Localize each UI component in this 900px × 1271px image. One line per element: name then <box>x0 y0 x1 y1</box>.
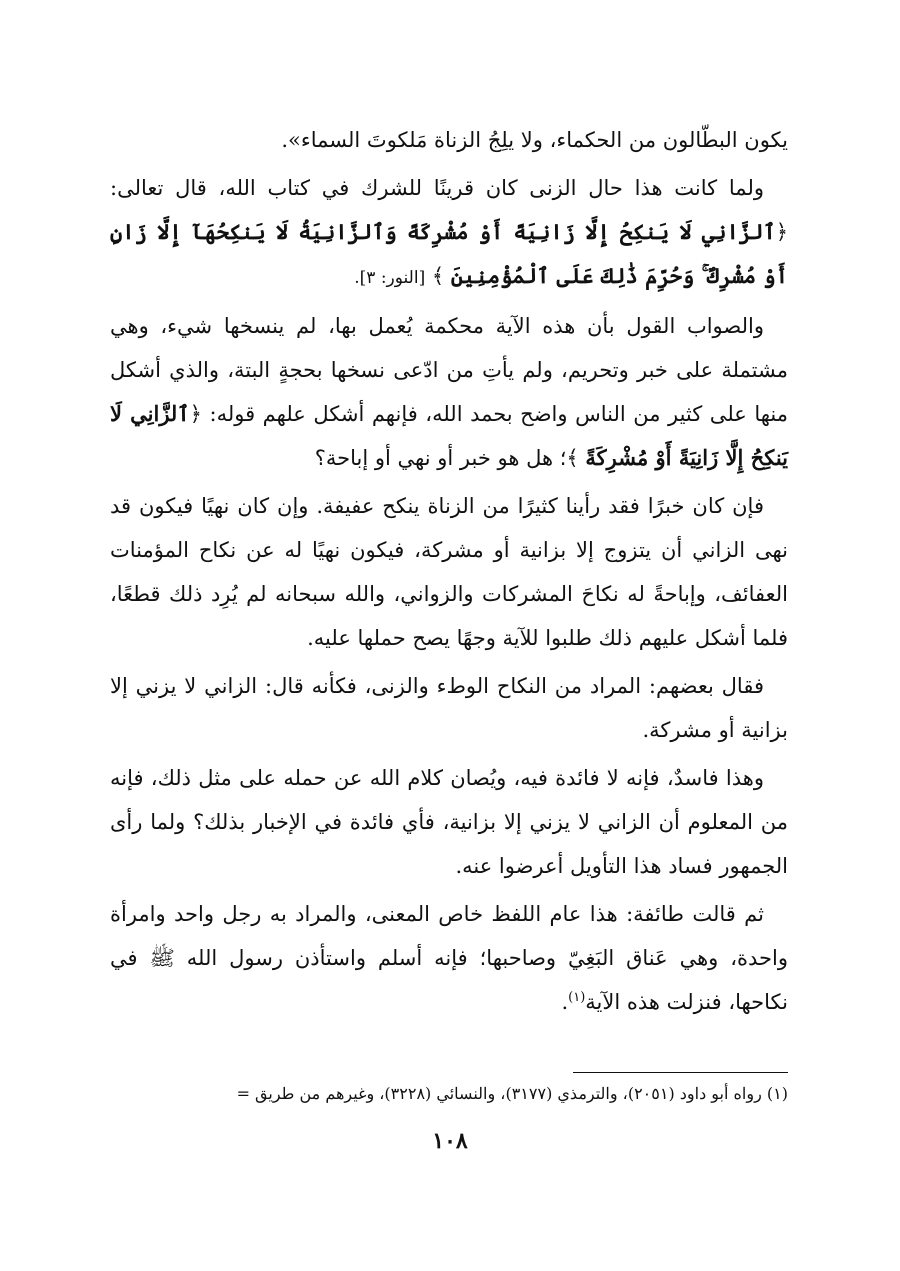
paragraph-text: والصواب القول بأن هذه الآية محكمة يُعمل بها، لم ينسخها شيء، وهي مشتملة على خبر وتحريم، ولم يأتِ من ادّعى نسخها بحجةٍ البتة، والذي أشكل منها على كثير من الناس واضح بحمد الله، فإنهم أشكل علهم قوله: <box>110 314 789 426</box>
paragraph <box>110 304 788 480</box>
footnote-text: (١) رواه أبو داود (٢٠٥١)، والترمذي (٣١٧٧)، والنسائي (٣٢٢٨)، وغيرهم من طريق = <box>236 1084 788 1103</box>
footnote-marker: (١) <box>568 990 586 1005</box>
paragraph <box>110 484 788 660</box>
paragraph <box>110 664 788 752</box>
paragraph-text: فإن كان خبرًا فقد رأينا كثيرًا من الزناة ينكح عفيفة. وإن كان نهيًا فيكون قد نهى الزاني أن يتزوج إلا بزانية أو مشركة، فيكون نهيًا له عن نكاح المؤمنات العفائف، وإباحةً له نكاحَ المشركات والزواني، والله سبحانه لم يُرِد ذلك قطعًا، فلما أشكل عليهم ذلك طلبوا للآية وجهًا يصح حملها عليه. <box>110 494 788 650</box>
paragraph-text: ثم قالت طائفة: هذا عام اللفظ خاص المعنى، والمراد به رجل واحد وامرأة واحدة، وهي عَناق البَغِيّ وصاحبها؛ فإنه أسلم واستأذن رسول الله ﷺ في نكاحها، فنزلت هذه الآية <box>110 902 788 1014</box>
paragraph-text: فقال بعضهم: المراد من النكاح الوطء والزنى، فكأنه قال: الزاني لا يزني إلا بزانية أو مشركة. <box>110 674 788 742</box>
paragraph-text: وهذا فاسدٌ، فإنه لا فائدة فيه، ويُصان كلام الله عن حمله على مثل ذلك، فإنه من المعلوم أن الزاني لا يزني إلا بزانية، فأي فائدة في الإخبار بذلك؟ ولما رأى الجمهور فساد هذا التأويل أعرضوا عنه. <box>110 766 788 878</box>
quran-verse: ٱلزَّانِي لَا يَنكِحُ إِلَّا زَانِيَةً أَوْ مُشْرِكَةً وَٱلزَّانِيَةُ لَا يَنكِحُهَآ إِلَّا زَانٍ أَوْ مُشْرِكٌ ۚ وَحُرِّمَ ذَٰلِكَ عَلَى ٱلْمُؤْمِنِينَ <box>110 219 788 288</box>
ornate-bracket: ﴾ <box>566 446 586 470</box>
footnote <box>110 1080 788 1108</box>
paragraph <box>110 118 788 162</box>
paragraph-text: . <box>561 990 569 1014</box>
paragraph-text: يكون البطّالون من الحكماء، ولا يلِجُ الزناة مَلكوتَ السماء». <box>281 128 788 152</box>
paragraph <box>110 166 788 300</box>
page-number: ١٠٨ <box>432 1128 468 1154</box>
footnote-separator <box>573 1072 788 1073</box>
paragraph-text: ؛ هل هو خبر أو نهي أو إباحة؟ <box>314 446 567 470</box>
paragraph <box>110 892 788 1024</box>
paragraph-text: ولما كانت هذا حال الزنى كان قرينًا للشرك في كتاب الله، قال تعالى: <box>110 176 764 200</box>
ornate-bracket: ﴾ <box>425 264 451 288</box>
main-text <box>110 118 788 1028</box>
paragraph <box>110 756 788 888</box>
ornate-bracket: ﴿ <box>775 220 788 244</box>
ornate-bracket: ﴿ <box>189 402 202 426</box>
verse-reference: [النور: ٣]. <box>354 268 426 288</box>
quran-verse: ٱلزَّانِي لَا يَنكِحُ إِلَّا زَانِيَةً أَوْ مُشْرِكَةً <box>110 401 788 470</box>
